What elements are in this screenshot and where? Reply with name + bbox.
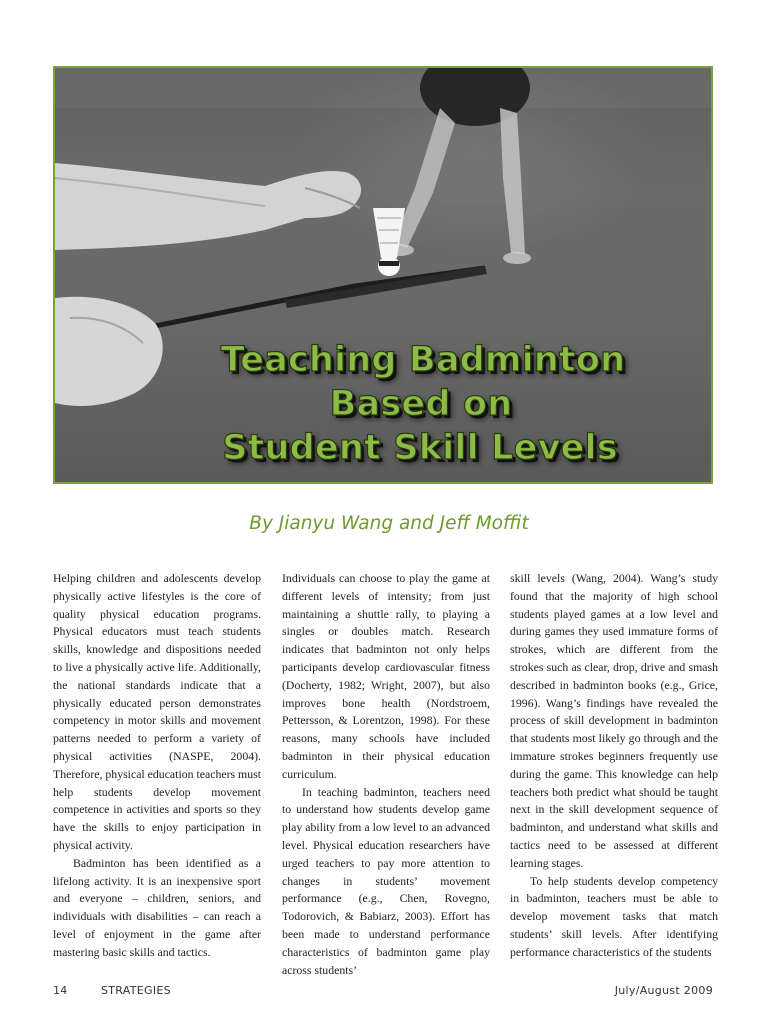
title-line-1: Teaching Badminton xyxy=(220,340,626,380)
paragraph: In teaching badminton, teachers need to understand how students develop game play ability from a low level to an advanced level. Physical education researchers have urged teachers to pay more attention to changes in students’ movement performance (e.g., Chen, Rovegno, Todorovich, & Babiarz, 2003). Effort has been made to understand performance characteristics of badminton game play across students’ xyxy=(282,784,490,977)
body-column-3 xyxy=(510,570,718,962)
author-byline: By Jianyu Wang and Jeff Moffit xyxy=(249,513,529,534)
body-column-1 xyxy=(53,570,261,962)
magazine-name: STRATEGIES xyxy=(101,984,171,997)
page-number: 14 xyxy=(53,984,68,997)
title-line-2: Based on xyxy=(329,384,513,424)
paragraph: To help students develop competency in badminton, teachers must be able to develop movement tasks that match students’ skill levels. After identifying performance characteristics of the students xyxy=(510,873,718,959)
body-column-2 xyxy=(282,570,490,979)
title-line-3: Student Skill Levels xyxy=(222,428,618,468)
article-title xyxy=(55,338,711,470)
paragraph: Badminton has been identified as a lifelong activity. It is an inexpensive sport and everyone – children, seniors, and individuals with disabilities – can reach a level of enjoyment in the game after mastering basic skills and tactics. xyxy=(53,855,261,959)
page-footer xyxy=(53,984,713,1000)
hero-photo xyxy=(53,66,713,484)
paragraph: Helping children and adolescents develop physically active lifestyles is the core of quality physical education programs. Physical educators must teach students skills, knowledge and dispositions needed to live a physically active life. Additionally, the national standards indicate that a physically educated person demonstrates competency in motor skills and movement patterns needed to perform a variety of physical activities (NASPE, 2004). Therefore, physical education teachers must help students develop movement competence in activities and sports so they have the skills to enjoy participation in physical activity. xyxy=(53,571,261,852)
paragraph: Individuals can choose to play the game at different levels of intensity; from just maintaining a shuttle rally, to playing a singles or doubles match. Research indicates that badminton not only helps participants develop cardiovascular fitness (Docherty, 1982; Wright, 2007), but also improves bone health (Nordstroem, Pettersson, & Lorentzon, 1998). For these reasons, many schools have included badminton in their physical education curriculum. xyxy=(282,571,490,781)
paragraph: skill levels (Wang, 2004). Wang’s study found that the majority of high school students played games at a low level and during games they used immature forms of strokes, which are different from the strokes such as clear, drop, drive and smash described in badminton books (e.g., Grice, 1996). Wang’s findings have revealed the process of skill development in badminton that students most likely go through and the immature strokes beginners frequently use during the game. This knowledge can help teachers both predict what should be taught next in the skill development sequence of badminton, and understand what skills and tactics need to be assessed at different learning stages. xyxy=(510,571,718,870)
issue-date: July/August 2009 xyxy=(614,984,713,997)
